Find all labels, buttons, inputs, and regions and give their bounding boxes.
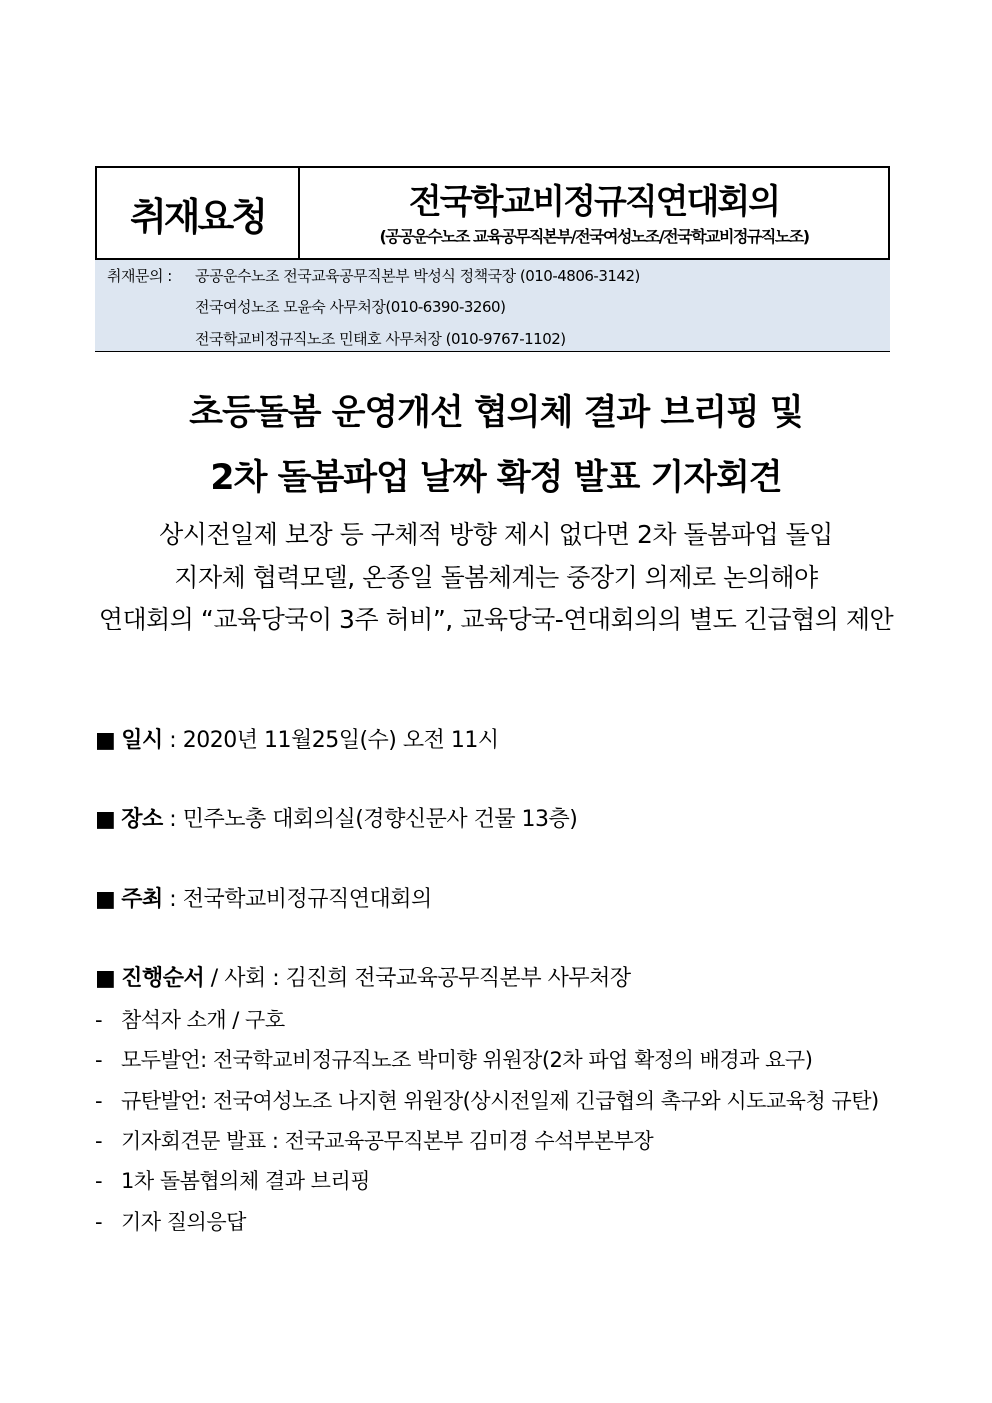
request-label: 취재요청 <box>130 194 265 239</box>
place-row: ■ 장소 : 민주노총 대회의실(경향신문사 건물 13층) <box>95 807 578 832</box>
host-value: 전국학교비정규직연대회의 <box>182 887 432 912</box>
program-item: - 기자회견문 발표 : 전국교육공무직본부 김미경 수석부본부장 <box>95 1129 654 1153</box>
place-label: 장소 <box>121 807 163 832</box>
mc-label: 사회 <box>224 966 266 991</box>
host-row: ■ 주최 : 전국학교비정규직연대회의 <box>95 887 432 912</box>
bullet-icon: ■ <box>95 887 116 912</box>
organization-cell <box>300 168 888 258</box>
bullet-icon: ■ <box>95 728 116 753</box>
mc-value: 김진희 전국교육공무직본부 사무처장 <box>285 966 631 991</box>
title-line-1: 초등돌봄 운영개선 협의체 결과 브리핑 및 <box>189 393 803 433</box>
contact-line-1: 공공운수노조 전국교육공무직본부 박성식 정책국장 (010-4806-3142) <box>195 267 640 285</box>
subtitle-line-2: 지자체 협력모델, 온종일 돌봄체계는 중장기 의제로 논의해야 <box>174 563 818 592</box>
program-item: - 기자 질의응답 <box>95 1210 246 1234</box>
subtitle-line-1: 상시전일제 보장 등 구체적 방향 제시 없다면 2차 돌봄파업 돌입 <box>159 520 833 549</box>
bullet-icon: ■ <box>95 966 116 991</box>
date-label: 일시 <box>121 728 163 753</box>
bullet-icon: ■ <box>95 807 116 832</box>
contact-prefix: 취재문의 : <box>107 267 172 285</box>
program-row: ■ 진행순서 / 사회 : 김진희 전국교육공무직본부 사무처장 <box>95 966 631 991</box>
program-item: - 참석자 소개 / 구호 <box>95 1008 285 1032</box>
request-label-cell <box>97 168 300 258</box>
program-item: - 모두발언: 전국학교비정규직노조 박미향 위원장(2차 파업 확정의 배경과 요구) <box>95 1048 813 1072</box>
date-value: 2020년 11월25일(수) 오전 11시 <box>182 728 499 753</box>
program-item: - 규탄발언: 전국여성노조 나지현 위원장(상시전일제 긴급협의 촉구와 시도교육청 규탄) <box>95 1089 879 1113</box>
title-line-2: 2차 돌봄파업 날짜 확정 발표 기자회견 <box>210 458 782 498</box>
program-item: - 1차 돌봄협의체 결과 브리핑 <box>95 1169 371 1193</box>
program-label: 진행순서 <box>121 966 205 991</box>
organization-members: (공공운수노조 교육공무직본부/전국여성노조/전국학교비정규직노조) <box>379 226 809 246</box>
header-box <box>95 166 890 260</box>
date-row: ■ 일시 : 2020년 11월25일(수) 오전 11시 <box>95 728 499 753</box>
place-value: 민주노총 대회의실(경향신문사 건물 13층) <box>182 807 578 832</box>
contact-line-2: 전국여성노조 모윤숙 사무처장(010-6390-3260) <box>195 298 506 316</box>
organization-name: 전국학교비정규직연대회의 <box>408 181 780 222</box>
host-label: 주최 <box>121 887 163 912</box>
contact-box <box>95 260 890 352</box>
subtitle-line-3: 연대회의 “교육당국이 3주 허비”, 교육당국-연대회의의 별도 긴급협의 제안 <box>98 605 894 634</box>
contact-line-3: 전국학교비정규직노조 민태호 사무처장 (010-9767-1102) <box>195 330 566 348</box>
